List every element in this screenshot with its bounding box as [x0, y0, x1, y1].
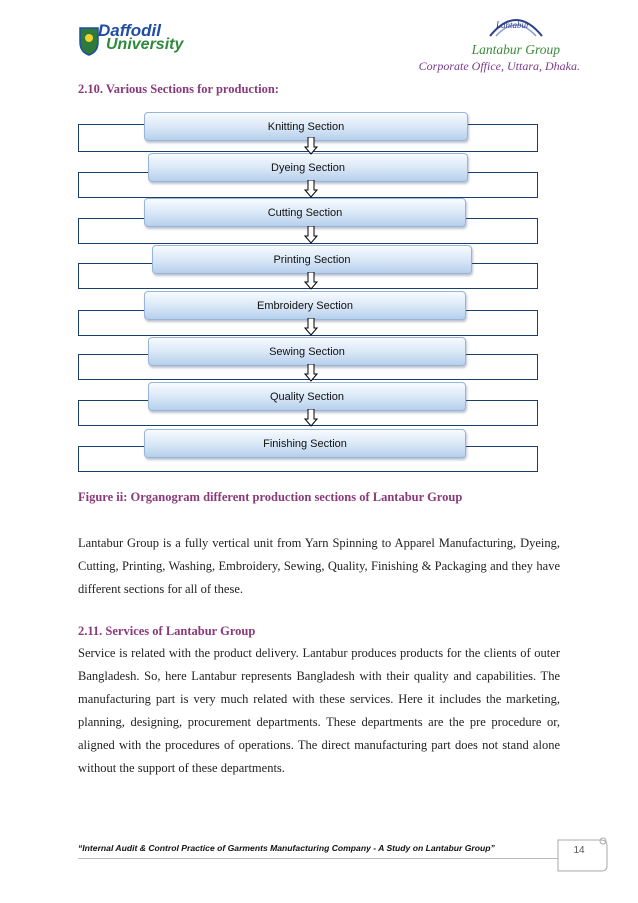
page-number: 14: [573, 845, 585, 856]
down-arrow-icon: [304, 137, 318, 155]
section-knitting: Knitting Section: [144, 112, 468, 141]
figure-caption: Figure ii: Organogram different production sections of Lantabur Group: [78, 490, 463, 504]
down-arrow-icon: [304, 318, 318, 336]
production-sections-diagram: [78, 110, 560, 472]
down-arrow-icon: [304, 364, 318, 382]
section-quality: Quality Section: [148, 382, 466, 411]
section-printing: Printing Section: [152, 245, 472, 274]
lantabur-logo-text: Lantabur: [496, 20, 530, 30]
logo-line-university: University: [106, 36, 184, 53]
daffodil-university-logo: [78, 21, 208, 58]
paragraph-vertical-unit: Lantabur Group is a fully vertical unit from Yarn Spinning to Apparel Manufacturing, Dyeing, Cutting, Printing, Washing, Embroidery, Sewing, Quality, Finishing & Packaging and they have different sections for all of these.: [78, 536, 560, 596]
footer-divider: [78, 858, 558, 859]
section-embroidery: Embroidery Section: [144, 291, 466, 320]
shield-icon: [78, 26, 100, 56]
section-heading-services: 2.11. Services of Lantabur Group: [78, 624, 256, 638]
section-sewing: Sewing Section: [148, 337, 466, 366]
office-address: Corporate Office, Uttara, Dhaka.: [418, 59, 580, 73]
page-number-box: [557, 836, 609, 872]
down-arrow-icon: [304, 272, 318, 290]
logo-line-daffodil: Daffodil: [98, 21, 161, 40]
section-dyeing: Dyeing Section: [148, 153, 468, 182]
paragraph-services: Service is related with the product delivery. Lantabur produces products for the clients of outer Bangladesh. So, here Lantabur represents Bangladesh with their quality and capabilities. The manufacturing part is very much related with these services. Here it includes the marketing, planning, designing, procurement departments. These departments are the pre procedure or, aligned with the procedures of operations. The direct manufacturing part does not stand alone without the support of these departments.: [78, 646, 560, 775]
section-finishing: Finishing Section: [144, 429, 466, 458]
lantabur-logo: [486, 10, 546, 38]
down-arrow-icon: [304, 409, 318, 427]
down-arrow-icon: [304, 226, 318, 244]
down-arrow-icon: [304, 180, 318, 198]
footer-title: “Internal Audit & Control Practice of Garments Manufacturing Company - A Study on Lantabur Group”: [78, 843, 495, 853]
company-name: Lantabur Group: [471, 42, 560, 57]
section-heading-production: 2.10. Various Sections for production:: [78, 82, 279, 96]
section-cutting: Cutting Section: [144, 198, 466, 227]
